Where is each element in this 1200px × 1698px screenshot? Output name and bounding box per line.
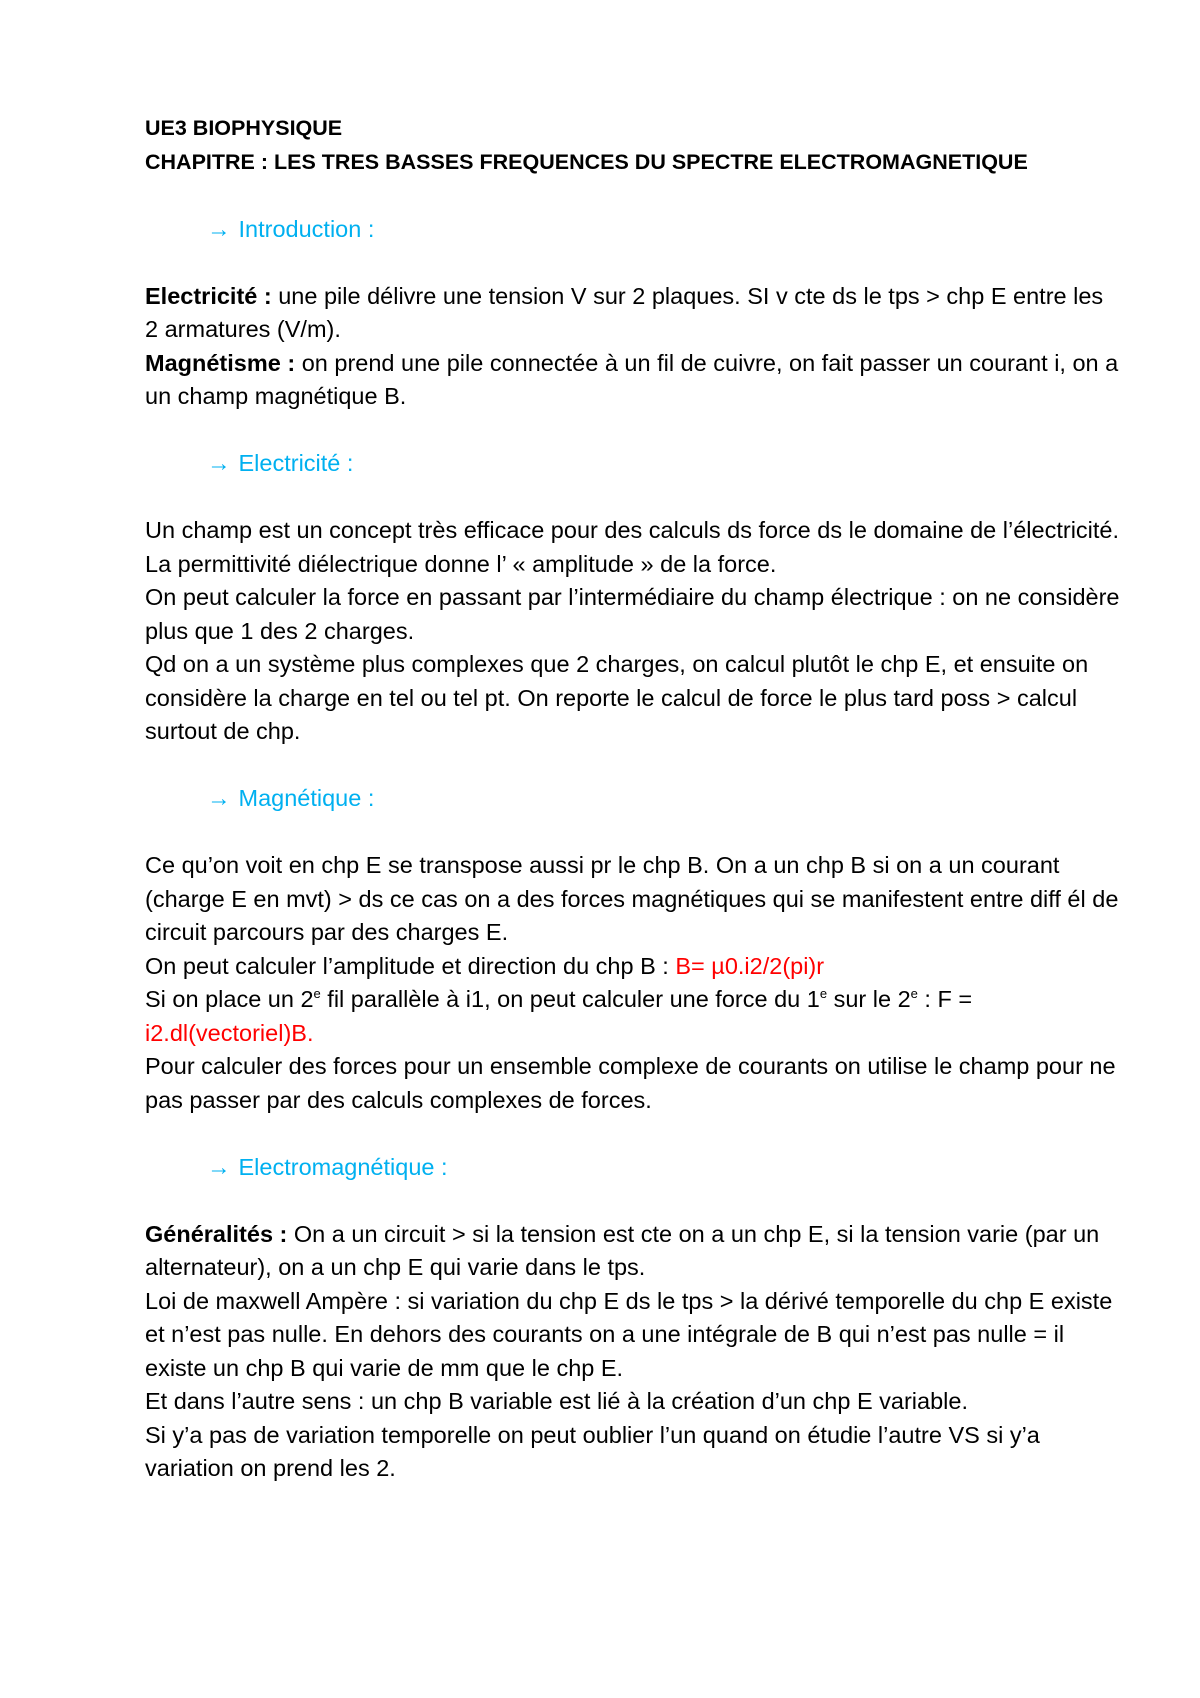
paragraph: Loi de maxwell Ampère : si variation du chp E ds le tps > la dérivé temporelle du chp E existe et n’est pas nulle. En dehors des courants on a une intégrale de B qui n’est pas nulle = il existe un chp B qui varie de mm que le chp E. <box>145 1287 1113 1381</box>
paragraph: On peut calculer la force en passant par l’intermédiaire du champ électrique : on ne considère plus que 1 des 2 charges. <box>145 584 1120 644</box>
paragraph: Pour calculer des forces pour un ensemble complexe de courants on utilise le champ pour ne pas passer par des calculs complexes de forces. <box>145 1053 1116 1113</box>
superscript: e <box>910 986 918 1001</box>
formula: B= µ0.i2/2(pi)r <box>675 952 825 979</box>
paragraph: Qd on a un système plus complexes que 2 charges, on calcul plutôt le chp E, et ensuite on considère la charge en tel ou tel pt. On reporte le calcul de force le plus tard poss > calcul surtout de chp. <box>145 651 1089 744</box>
paragraph: La permittivité diélectrique donne l’ « amplitude » de la force. <box>145 550 777 577</box>
paragraph-text: Si on place un 2 <box>145 986 314 1012</box>
section-heading-introduction <box>145 213 1120 247</box>
paragraph-text: fil parallèle à i1, on peut calculer une force du 1 <box>320 986 820 1012</box>
term-label: Magnétisme : <box>145 349 296 376</box>
section-heading-magnetique <box>145 782 1120 816</box>
formula: i2.dl(vectoriel)B. <box>145 1019 314 1046</box>
paragraph: Et dans l’autre sens : un chp B variable est lié à la création d’un chp E variable. <box>145 1388 968 1414</box>
heading-label: Introduction : <box>238 215 375 242</box>
heading-label: Electricité : <box>238 450 354 476</box>
term-label: Electricité : <box>145 282 272 309</box>
intro-magnetisme-paragraph <box>145 347 1120 414</box>
arrow-right-icon: → <box>207 785 231 811</box>
paragraph-text: sur le 2 <box>827 986 911 1012</box>
paragraph: Si y’a pas de variation temporelle on peut oublier l’un quand on étudie l’autre VS si y’a variation on prend les 2. <box>145 1421 1040 1481</box>
intro-electricite-paragraph <box>145 280 1120 347</box>
arrow-right-icon: → <box>207 450 231 476</box>
heading-label: Electromagnétique : <box>238 1153 448 1180</box>
chapter-title: CHAPITRE : LES TRES BASSES FREQUENCES DU SPECTRE ELECTROMAGNETIQUE <box>145 149 1028 174</box>
section-heading-electromagnetique <box>145 1151 1120 1185</box>
paragraph: Un champ est un concept très efficace pour des calculs ds force ds le domaine de l’électricité. <box>145 517 1120 543</box>
paragraph-text: on prend une pile connectée à un fil de cuivre, on fait passer un courant i, on a un champ magnétique B. <box>145 349 1119 409</box>
paragraph-text: : F = <box>917 986 973 1012</box>
superscript: e <box>819 986 828 1001</box>
generalites-paragraph <box>145 1218 1120 1285</box>
paragraph-formula-b <box>145 950 1120 984</box>
paragraph-text: une pile délivre une tension V sur 2 plaques. SI v cte ds le tps > chp E entre les 2 armatures (V/m). <box>145 282 1104 342</box>
section-heading-electricite <box>145 447 1120 481</box>
paragraph: Ce qu’on voit en chp E se transpose aussi pr le chp B. On a un chp B si on a un courant (charge E en mvt) > ds ce cas on a des forces magnétiques qui se manifestent entre diff él de circuit parcours par des charges E. <box>145 852 1119 945</box>
term-label: Généralités : <box>145 1220 288 1247</box>
heading-label: Magnétique : <box>238 785 375 811</box>
arrow-right-icon: → <box>207 1153 231 1180</box>
paragraph-formula-f <box>145 983 1120 1050</box>
paragraph-text: On a un circuit > si la tension est cte on a un chp E, si la tension varie (par un alternateur), on a un chp E qui varie dans le tps. <box>145 1220 1100 1280</box>
paragraph-text: On peut calculer l’amplitude et direction du chp B : <box>145 952 676 979</box>
course-title: UE3 BIOPHYSIQUE <box>145 116 343 140</box>
superscript: e <box>313 986 321 1001</box>
arrow-right-icon: → <box>207 215 231 242</box>
